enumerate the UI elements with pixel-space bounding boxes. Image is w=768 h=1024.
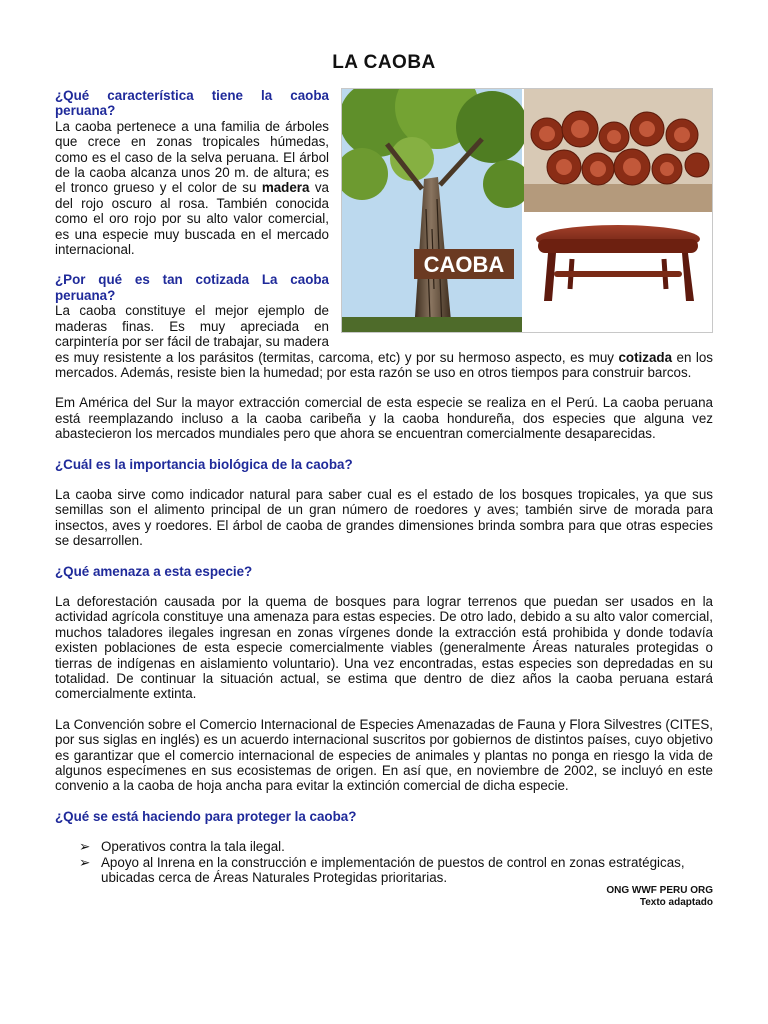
action-list: [55, 839, 713, 885]
question-3: ¿Cuál es la importancia biológica de la caoba?: [55, 456, 353, 472]
source-credit: ONG WWF PERU ORG Texto adaptado: [606, 885, 713, 909]
paragraph-4: La caoba sirve como indicador natural para saber cual es el estado de los bosques tropicales, ya que sus semillas son el alimento principal de un gran número de roedores y aves; también sirve de morada para insectos, aves y roedores. El árbol de caoba de grandes dimensiones brinda sombra para que otras especies se desarrollen.: [55, 486, 713, 549]
paragraph-2-intro: La caoba constituye el mejor ejemplo de maderas finas. Es muy apreciada en carpintería por ser fácil de trabajar, su madera: [55, 303, 329, 350]
paragraph-1: La caoba pertenece a una familia de árboles que crece en zonas tropicales húmedas, como es el caso de la selva peruana. El árbol de la caoba alcanza unos 20 m. de altura; es el tronco grueso y el color de su madera va del rojo oscuro al rosa. También conocida como el oro rojo por su alto valor comercial, es una especie muy buscada en el mercado internacional.: [55, 118, 329, 258]
caoba-figure: [341, 88, 713, 333]
tree-icon: [342, 89, 531, 332]
question-4: ¿Qué amenaza a esta especie?: [55, 563, 253, 579]
arrow-icon: ➢: [79, 839, 91, 855]
caoba-illustration: [342, 89, 712, 332]
caoba-label: CAOBA: [423, 252, 505, 277]
list-item: ➢ Operativos contra la tala ilegal.: [79, 839, 285, 855]
paragraph-6: La Convención sobre el Comercio Internacional de Especies Amenazadas de Fauna y Flora Silvestres (CITES, por sus siglas en inglés) es un acuerdo internacional suscritos por gobiernos de distintos países, cuyo objetivo es garantizar que el comercio internacional de especies de animales y plantas no ponga en riesgo la vida de algunos especímenes en sus ecosistemas de origen. En así que, en noviembre de 2002, se incluyó en este convenio a la caoba de hoja ancha para evitar la extinción comercial de dicha especie.: [55, 716, 713, 794]
arrow-icon: ➢: [79, 854, 91, 870]
log-pile-icon: [524, 89, 712, 212]
paragraph-2: es muy resistente a los parásitos (termitas, carcoma, etc) y por su hermoso aspecto, es muy cotizada en los mercados. Además, resiste bien la humedad; por esta razón se uso en otros tiempos para construir barcos.: [55, 349, 713, 380]
page-title: LA CAOBA: [332, 52, 436, 73]
paragraph-5: La deforestación causada por la quema de bosques para lograr terrenos que puedan ser usados en la actividad agrícola constituye una amenaza para estas especies. De otro lado, debido a su alto valor comercial, muchos taladores ilegales ingresan en zonas vírgenes donde la extracción está prohibida y donde todavía existen poblaciones de esta especie comercialmente viables (generalmente Áreas naturales protegidas o tierras de indígenas en aislamiento voluntario). Una vez encontradas, estas especies son depredadas en su totalidad. De continuar la situación actual, se estima que dentro de diez años la caoba peruana estará comercialmente extinta.: [55, 593, 713, 702]
table-icon: [524, 214, 712, 332]
list-item: ➢ Apoyo al Inrena en la construcción e implementación de puestos de control en zonas estratégicas, ubicadas cerca de Áreas Naturales Protegidas prioritarias.: [79, 854, 685, 886]
question-5: ¿Qué se está haciendo para proteger la caoba?: [55, 808, 357, 824]
paragraph-3: Em América del Sur la mayor extracción comercial de esta especie se realiza en el Perú. La caoba peruana está reemplazando incluso a la caoba caribeña y la caoba hondureña, dos especies que alguna vez abastecieron los mercados mundiales pero que ahora se encuentran comercialmente desaparecidas.: [55, 395, 713, 442]
question-1: ¿Qué característica tiene la caoba peruana?: [55, 88, 329, 119]
question-2: ¿Por qué es tan cotizada La caoba peruana?: [55, 272, 329, 303]
article-body: [55, 88, 713, 909]
